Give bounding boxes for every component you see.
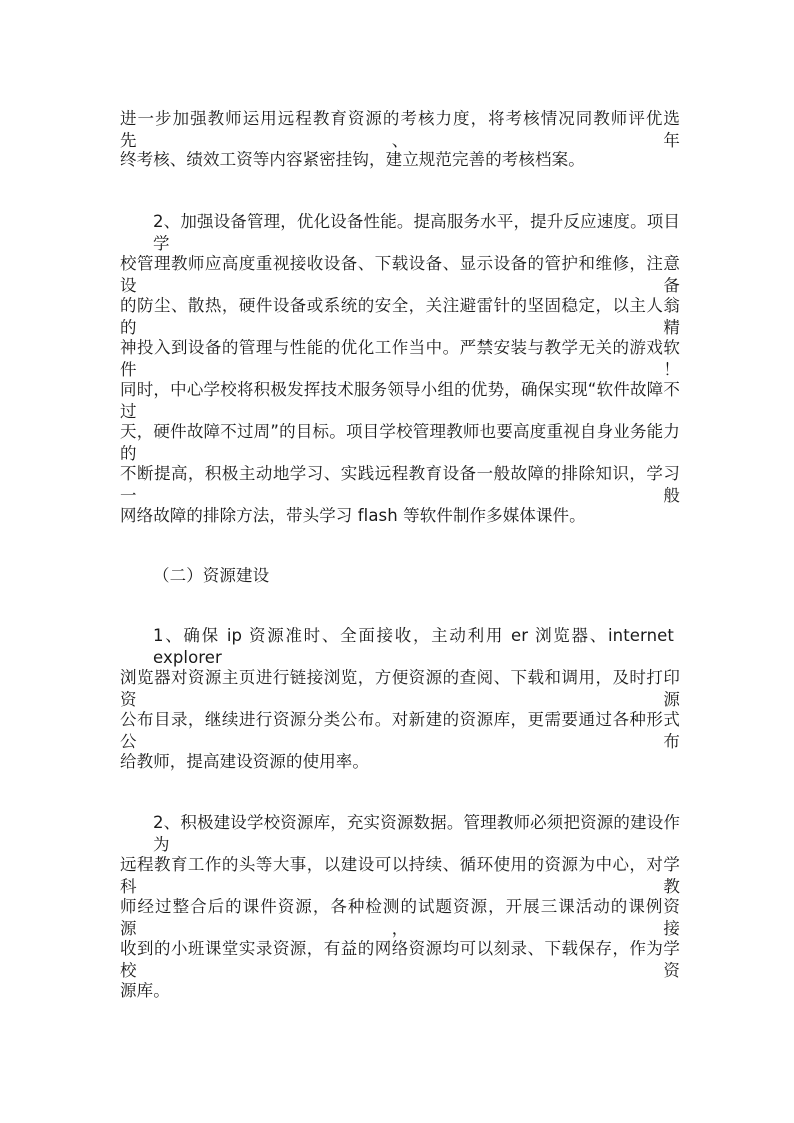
text-line: 终考核、绩效工资等内容紧密挂钩，建立规范完善的考核档案。 [120, 150, 585, 169]
text-line: 的防尘、散热，硬件设备或系统的安全，关注避雷针的坚固稳定，以主人翁的精 [120, 296, 680, 337]
text-line: 网络故障的排除方法，带头学习 flash 等软件制作多媒体课件。 [120, 506, 586, 525]
text-line: 收到的小班课堂实录资源，有益的网络资源均可以刻录、下载保存，作为学校资 [120, 939, 680, 980]
section-heading: （二）资源建设 [153, 566, 270, 585]
text-line: 师经过整合后的课件资源，各种检测的试题资源，开展三课活动的课例资源，接 [120, 897, 680, 938]
text-line: 1、确保 ip 资源准时、全面接收，主动利用 er 浏览器、internet explorer [153, 626, 674, 667]
text-line: 公布目录，继续进行资源分类公布。对新建的资源库，更需要通过各种形式公布 [120, 710, 680, 751]
text-line: 神投入到设备的管理与性能的优化工作当中。严禁安装与教学无关的游戏软件！ [120, 338, 680, 379]
text-line: 2、加强设备管理，优化设备性能。提高服务水平，提升反应速度。项目学 [153, 212, 680, 253]
text-line: 同时，中心学校将积极发挥技术服务领导小组的优势，确保实现“软件故障不过 [120, 380, 680, 421]
text-line: 2、积极建设学校资源库，充实资源数据。管理教师必须把资源的建设作为 [153, 813, 680, 854]
text-line: 浏览器对资源主页进行链接浏览，方便资源的查阅、下载和调用，及时打印资源 [120, 668, 680, 709]
text-line: 进一步加强教师运用远程教育资源的考核力度，将考核情况同教师评优选先、年 [120, 109, 680, 150]
text-line: 给教师，提高建设资源的使用率。 [120, 752, 369, 771]
text-line: 不断提高，积极主动地学习、实践远程教育设备一般故障的排除知识，学习一般 [120, 464, 680, 505]
text-line: 校管理教师应高度重视接收设备、下载设备、显示设备的管护和维修，注意设备 [120, 254, 680, 295]
text-line: 天，硬件故障不过周”的目标。项目学校管理教师也要高度重视自身业务能力的 [120, 422, 680, 463]
text-line: 源库。 [120, 981, 170, 1000]
text-line: 远程教育工作的头等大事，以建设可以持续、循环使用的资源为中心，对学科教 [120, 855, 680, 896]
